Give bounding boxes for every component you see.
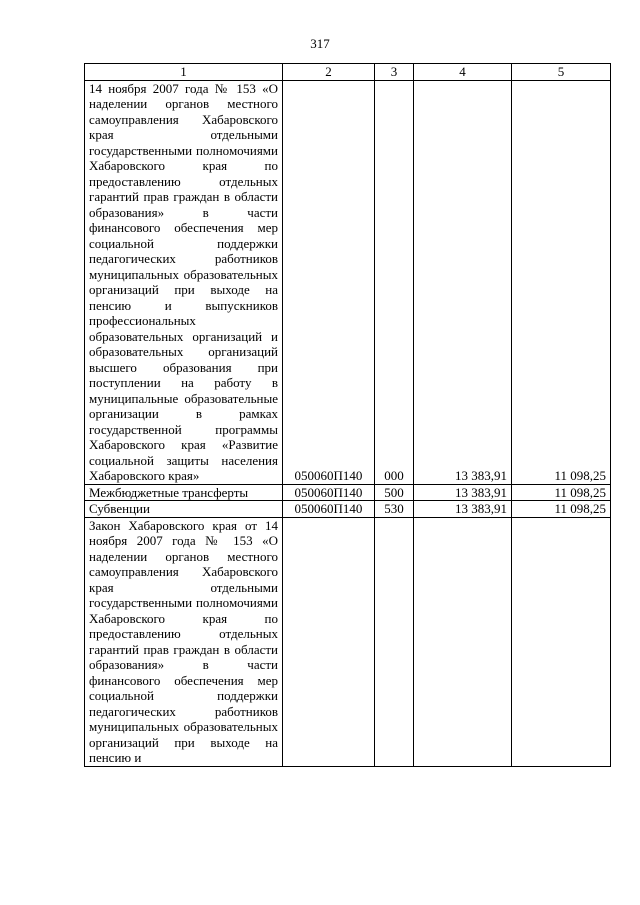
row-amount-2: 11 098,25 <box>512 80 611 484</box>
table-header-row <box>85 64 611 81</box>
row-code: 050060П140 <box>283 80 375 484</box>
row-amount-2: 11 098,25 <box>512 484 611 501</box>
row-code: 050060П140 <box>283 484 375 501</box>
row-type: 530 <box>375 501 414 518</box>
row-amount-2: 11 098,25 <box>512 501 611 518</box>
row-name: Субвенции <box>85 501 283 518</box>
row-amount-1: 13 383,91 <box>414 501 512 518</box>
budget-table <box>84 63 611 767</box>
header-col-5: 5 <box>512 64 611 81</box>
table-row <box>85 484 611 501</box>
row-name: 14 ноября 2007 года № 153 «О наделении органов местного самоуправления Хабаровского края отдельными государственными полномочиями Хабаровского края по предоставлению отдельных гарантий прав граждан в области образования» в части финансового обеспечения мер социальной поддержки педагогических работников муниципальных образовательных организаций при выходе на пенсию и выпускников профессиональных образовательных организаций и образовательных организаций высшего образования при поступлении на работу в муниципальные образовательные организации в рамках государственной программы Хабаровского края «Развитие социальной защиты населения Хабаровского края» <box>85 80 283 484</box>
row-code <box>283 517 375 766</box>
header-col-4: 4 <box>414 64 512 81</box>
row-amount-1: 13 383,91 <box>414 80 512 484</box>
row-name: Закон Хабаровского края от 14 ноября 2007 года № 153 «О наделении органов местного самоуправления Хабаровского края отдельными государственными полномочиями Хабаровского края по предоставлению отдельных гарантий прав граждан в области образования» в части финансового обеспечения мер социальной поддержки педагогических работников муниципальных образовательных организаций при выходе на пенсию и <box>85 517 283 766</box>
row-amount-1: 13 383,91 <box>414 484 512 501</box>
table-row <box>85 80 611 484</box>
header-col-2: 2 <box>283 64 375 81</box>
row-amount-1 <box>414 517 512 766</box>
row-type: 500 <box>375 484 414 501</box>
header-col-3: 3 <box>375 64 414 81</box>
header-col-1: 1 <box>85 64 283 81</box>
row-type: 000 <box>375 80 414 484</box>
row-amount-2 <box>512 517 611 766</box>
table-row <box>85 501 611 518</box>
row-type <box>375 517 414 766</box>
row-name: Межбюджетные трансферты <box>85 484 283 501</box>
row-code: 050060П140 <box>283 501 375 518</box>
table-row <box>85 517 611 766</box>
page-number: 317 <box>310 36 330 51</box>
